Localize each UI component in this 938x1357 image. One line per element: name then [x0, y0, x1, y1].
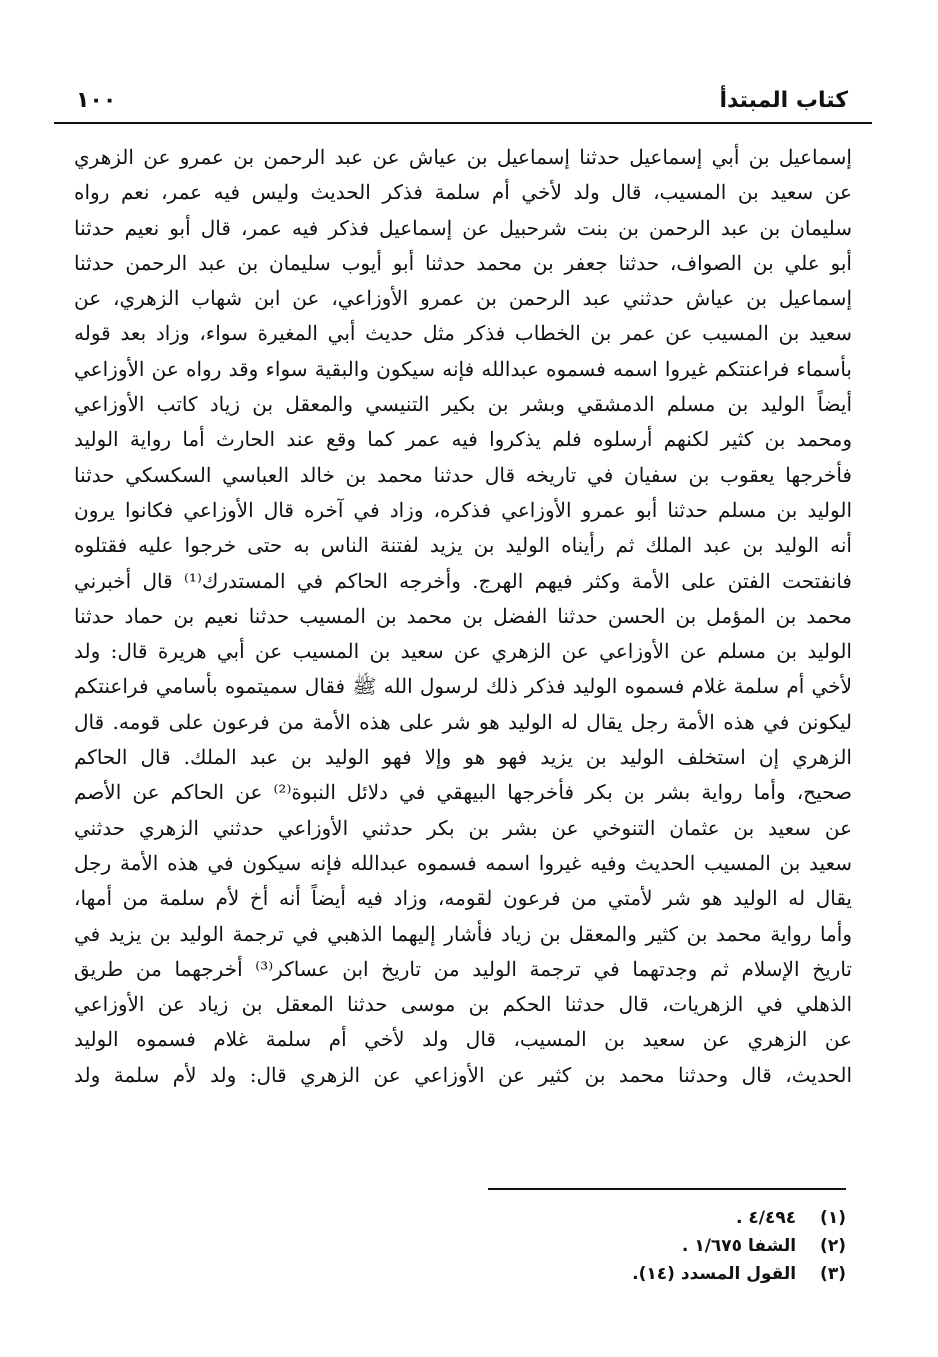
text-line: عن سعيد بن عثمان التنوخي عن بشر بن بكر حدثني الأوزاعي حدثني الزهري حدثني: [74, 815, 852, 840]
page-number: ١٠٠: [76, 88, 117, 113]
text-line: الوليد بن مسلم عن الأوزاعي عن الزهري عن سعيد بن المسيب عن أبي هريرة قال: ولد: [74, 639, 852, 664]
text-line: ليكونن في هذه الأمة رجل يقال له الوليد هو شر على هذه الأمة من فرعون على قومه. قال: [74, 709, 852, 734]
footnote-number: (٣): [820, 1264, 846, 1284]
text-line: أنه الوليد بن عبد الملك ثم رأيناه الوليد بن يزيد لفتنة الناس به حتى خرجوا عليه فقتلوه: [74, 533, 852, 558]
main-text: [74, 140, 852, 1093]
text-line: إسماعيل بن عياش حدثني عبد الرحمن بن عمرو الأوزاعي، عن ابن شهاب الزهري، عن: [74, 286, 852, 311]
running-header: [76, 84, 848, 120]
footnote-text: القول المسدد (١٤).: [632, 1264, 797, 1284]
text-line: الحديث، قال وحدثنا محمد بن كثير عن الأوزاعي عن الزهري قال: ولد لأم سلمة ولد: [74, 1062, 852, 1087]
footnote-number: (١): [820, 1208, 846, 1228]
text-line: بأسماء فراعنتكم غيروا اسمه فسموه عبدالله فإنه سيكون والبقية سواء وقد رواه عن الأوزاعي: [74, 356, 852, 381]
text-line: الزهري إن استخلف الوليد بن يزيد فهو هو وإلا فهو الوليد بن عبد الملك. قال الحاكم: [74, 745, 852, 770]
text-line: سليمان بن عبد الرحمن بن بنت شرحبيل عن إسماعيل فذكر فيه عمر، قال أبو نعيم حدثنا: [74, 215, 852, 240]
footnote-item: [446, 1204, 846, 1232]
text-line: تاريخ الإسلام ثم وجدتهما في ترجمة الوليد من تاريخ ابن عساكر⁽³⁾ أخرجهما من طريق: [74, 956, 852, 981]
footnote-text: ٤/٤٩٤ .: [735, 1208, 797, 1228]
footnote-item: [446, 1232, 846, 1260]
text-line: أيضاً الوليد بن مسلم الدمشقي وبشر بن بكير التنيسي والمعقل بن زياد كاتب الأوزاعي: [74, 392, 852, 417]
text-line: محمد بن المؤمل بن الحسن حدثنا الفضل بن محمد بن المسيب حدثنا نعيم بن حماد حدثنا: [74, 603, 852, 628]
text-line: الذهلي في الزهريات، قال حدثنا الحكم بن موسى حدثنا المعقل بن زياد عن الأوزاعي: [74, 992, 852, 1017]
book-title: كتاب المبتدأ: [719, 88, 848, 113]
text-line: يقال له الوليد هو شر لأمتي من فرعون لقومه، وزاد فيه أيضاً أنه أخ لأم سلمة من أمها،: [74, 886, 852, 911]
text-line: أبو علي بن الصواف، حدثنا جعفر بن محمد حدثنا أبو أيوب سليمان بن عبد الرحمن حدثنا: [74, 250, 852, 275]
text-line: فأخرجها يعقوب بن سفيان في تاريخه قال حدثنا محمد بن خالد العباسي السكسكي حدثنا: [74, 462, 852, 487]
text-line: الوليد بن مسلم حدثنا أبو عمرو الأوزاعي فذكره، وزاد في آخره قال الأوزاعي فكانوا يرون: [74, 497, 852, 522]
text-line: سعيد بن المسيب عن عمر بن الخطاب فذكر مثل حديث أبي المغيرة سواء، وزاد بعد قوله: [74, 321, 852, 346]
text-line: إسماعيل بن أبي إسماعيل حدثنا إسماعيل بن عياش عن عبد الرحمن بن عمرو عن الزهري: [74, 145, 852, 169]
footnotes: [446, 1204, 846, 1288]
text-line: ومحمد بن كثير لكنهم أرسلوه فلم يذكروا فيه عمر كما وقع عند الحارث أما رواية الوليد: [74, 427, 852, 452]
text-line: سعيد بن المسيب الحديث وفيه غيروا اسمه فسموه عبدالله فإنه سيكون في هذه الأمة رجل: [74, 850, 852, 875]
text-line: عن الزهري عن سعيد بن المسيب، قال ولد لأخي أم سلمة غلام فسموه الوليد: [74, 1027, 852, 1052]
footnote-number: (٢): [820, 1236, 846, 1256]
footnote-item: [446, 1260, 846, 1288]
text-line: لأخي أم سلمة غلام فسموه الوليد فذكر ذلك لرسول الله ﷺ فقال سميتموه بأسامي فراعنتكم: [74, 674, 852, 699]
footnote-divider: [488, 1188, 846, 1190]
header-divider: [54, 122, 872, 124]
footnote-text: الشفا ١/٦٧٥ .: [681, 1236, 797, 1256]
text-line: صحيح، وأما رواية بشر بن بكر فأخرجها البيهقي في دلائل النبوة⁽²⁾ عن الحاكم عن الأصم: [74, 780, 852, 805]
text-line: عن سعيد بن المسيب، قال ولد لأخي أم سلمة فذكر الحديث وليس فيه عمر، نعم رواه: [74, 180, 852, 205]
text-line: وأما رواية محمد بن كثير والمعقل بن زياد فأشار إليهما الذهبي في ترجمة الوليد بن يزيد في: [74, 921, 852, 946]
text-line: فانفتحت الفتن على الأمة وكثر فيهم الهرج. وأخرجه الحاكم في المستدرك⁽¹⁾ قال أخبرني: [74, 568, 852, 593]
